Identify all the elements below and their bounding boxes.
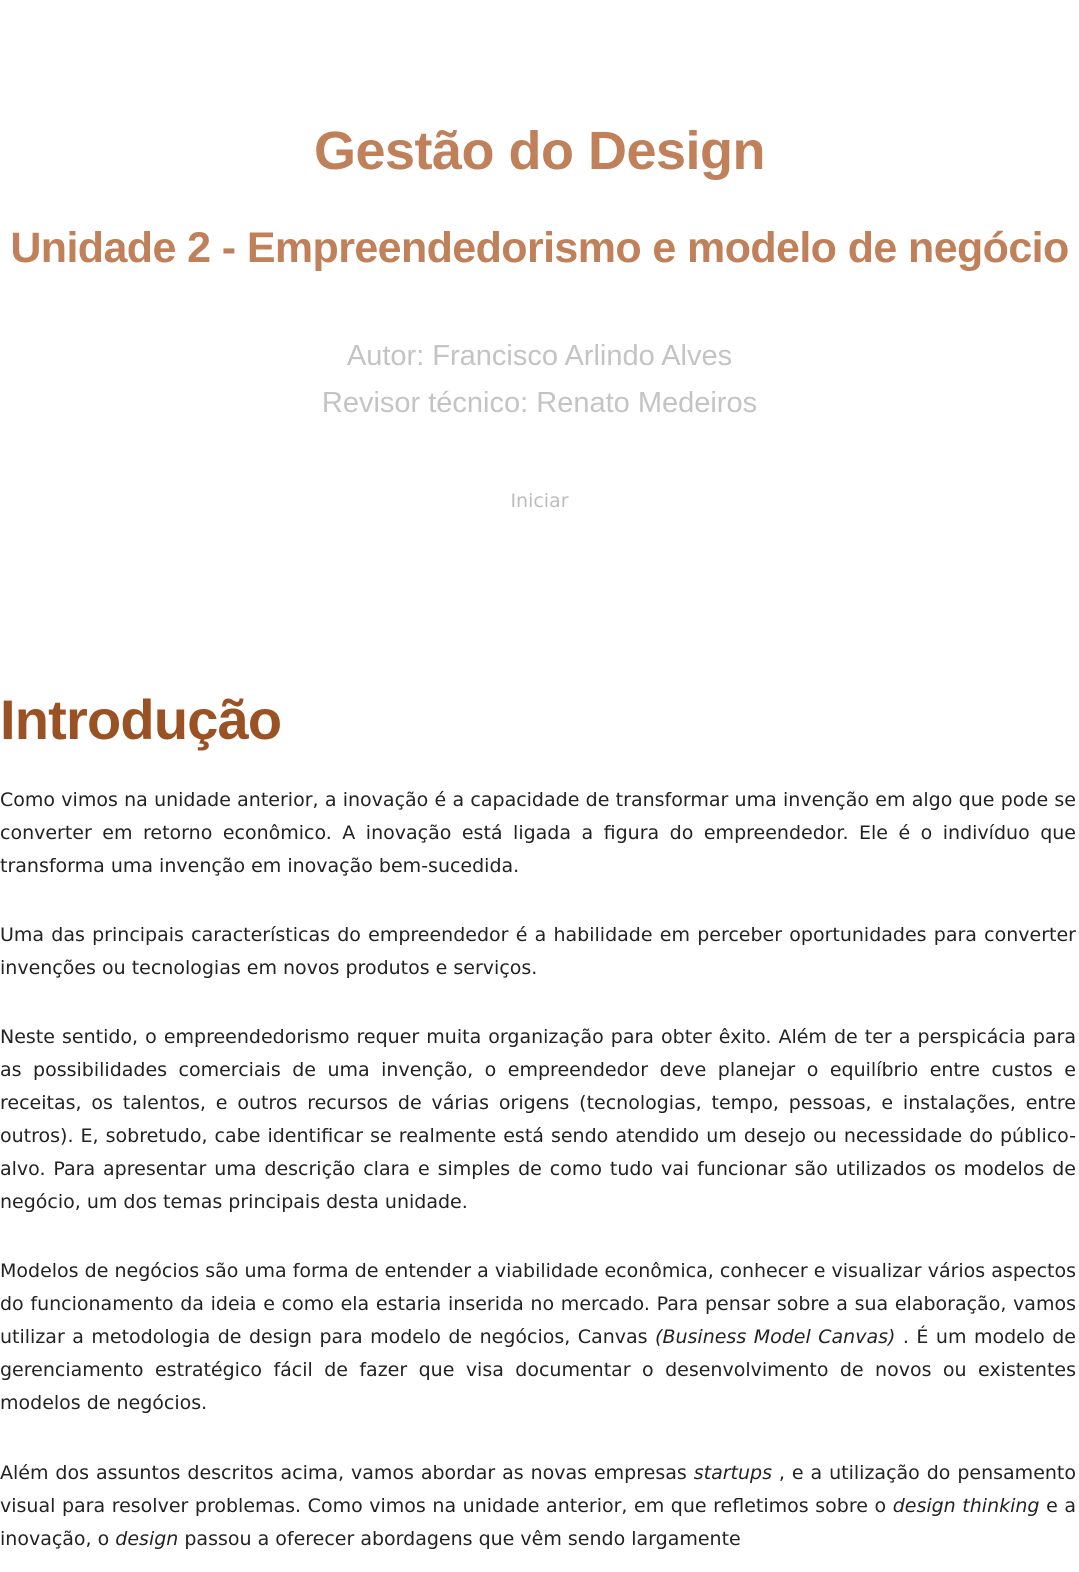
- paragraph-text: e a inovação, o: [0, 1495, 1076, 1550]
- italic-term: design thinking: [892, 1495, 1040, 1517]
- intro-paragraph-1: Como vimos na unidade anterior, a inovação é a capacidade de transformar uma invenção em algo que pode se converter em retorno econômico. A inovação está ligada a figura do empreendedor. Ele é o indivíduo que transforma uma invenção em inovação bem-sucedida.: [0, 789, 1076, 877]
- reviewer-credit: Revisor técnico: Renato Medeiros: [321, 387, 758, 419]
- start-link[interactable]: Iniciar: [510, 490, 569, 512]
- cover-section: [0, 0, 1079, 560]
- italic-term: design: [115, 1528, 179, 1550]
- intro-paragraph-4: [0, 1255, 1076, 1420]
- paragraph-text: , e a utilização do pensamento visual para resolver problemas. Como vimos na unidade anterior, em que refletimos sobre o: [0, 1462, 1076, 1517]
- unit-title: Unidade 2 - Empreendedorismo e modelo de negócio: [10, 224, 1069, 272]
- paragraph-text: Além dos assuntos descritos acima, vamos abordar as novas empresas: [0, 1462, 694, 1484]
- italic-term: startups: [693, 1462, 772, 1484]
- paragraph-text: Modelos de negócios são uma forma de entender a viabilidade econômica, conhecer e visualizar vários aspectos do funcionamento da ideia e como ela estaria inserida no mercado. Para pensar sobre a sua elaboração, vamos utilizar a metodologia de design para modelo de negócios, Canvas: [0, 1260, 1076, 1348]
- intro-paragraph-2: Uma das principais características do empreendedor é a habilidade em perceber oportunidades para converter invenções ou tecnologias em novos produtos e serviços.: [0, 924, 1076, 979]
- course-title: Gestão do Design: [313, 121, 766, 181]
- intro-paragraph-3: Neste sentido, o empreendedorismo requer muita organização para obter êxito. Além de ter a perspicácia para as possibilidades comerciais de uma invenção, o empreendedor deve planejar o equilíbrio entre custos e receitas, os talentos, e outros recursos de várias origens (tecnologias, tempo, pessoas, e instalações, entre outros). E, sobretudo, cabe identificar se realmente está sendo atendido um desejo ou necessidade do público-alvo. Para apresentar uma descrição clara e simples de como tudo vai funcionar são utilizados os modelos de negócio, um dos temas principais desta unidade.: [0, 1026, 1076, 1213]
- author-credit: Autor: Francisco Arlindo Alves: [346, 340, 733, 372]
- section-heading: Introdução: [0, 688, 282, 751]
- paragraph-text: passou a oferecer abordagens que vêm sendo largamente: [178, 1528, 741, 1550]
- paragraph-text: . É um modelo de gerenciamento estratégico fácil de fazer que visa documentar o desenvolvimento de novos ou existentes modelos de negócios.: [0, 1326, 1076, 1414]
- introduction-section: [0, 680, 1076, 1550]
- italic-term: (Business Model Canvas): [655, 1326, 896, 1348]
- intro-paragraph-5: [0, 1457, 1076, 1556]
